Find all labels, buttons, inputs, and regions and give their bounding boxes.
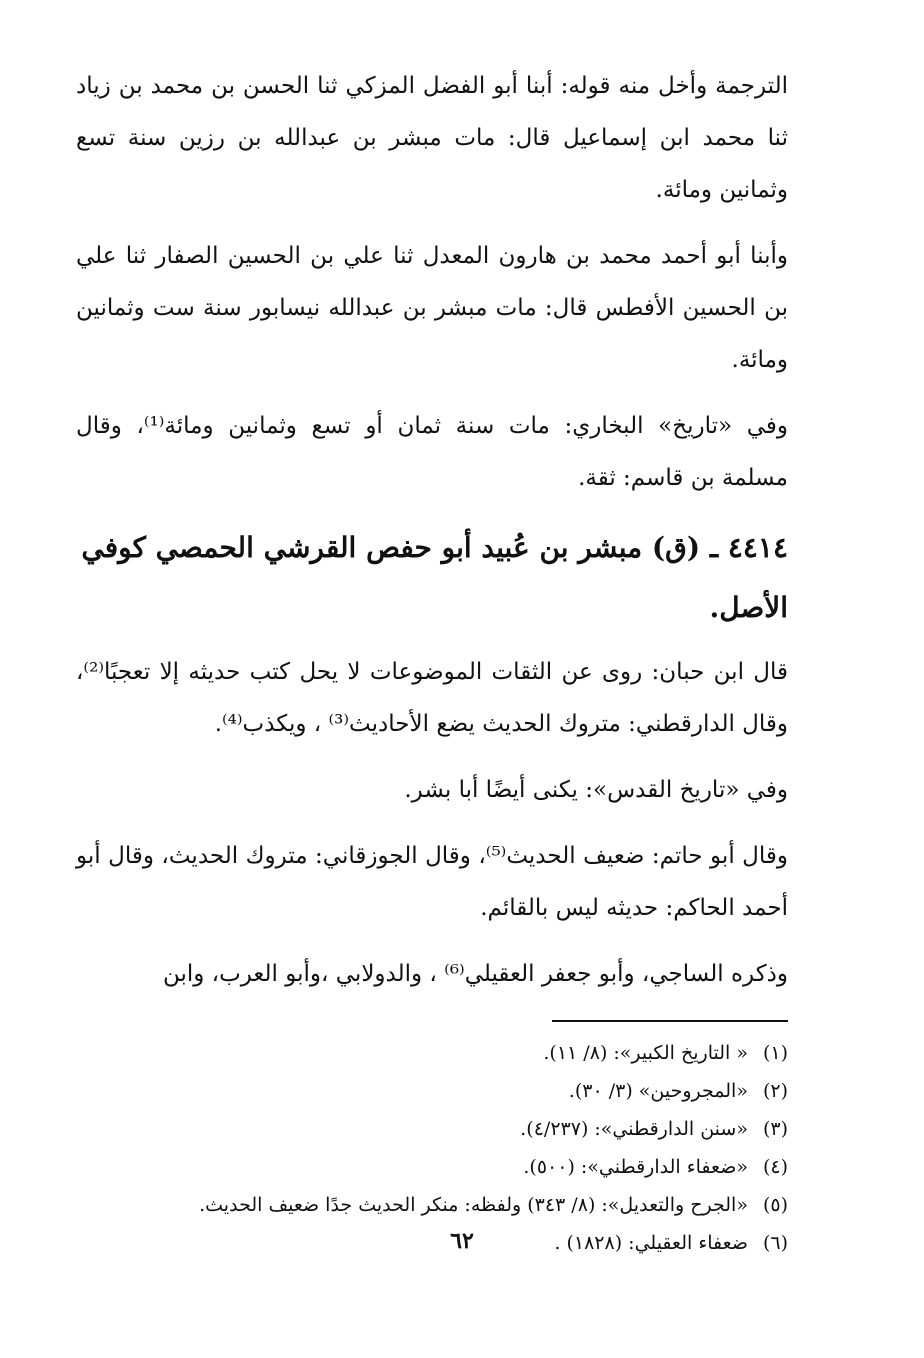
entry-heading: ٤٤١٤ ـ (ق) مبشر بن عُبيد أبو حفص القرشي الحمصي كوفي الأصل. xyxy=(81,531,788,624)
footnote-text: « التاريخ الكبير»: (٨/ ١١). xyxy=(543,1042,748,1064)
paragraph: وقال أبو حاتم: ضعيف الحديث⁽⁵⁾، وقال الجوزقاني: متروك الحديث، وقال أبو أحمد الحاكم: حديثه ليس بالقائم. xyxy=(76,843,789,921)
paragraph: قال ابن حبان: روى عن الثقات الموضوعات لا يحل كتب حديثه إلا تعجبًا⁽²⁾، وقال الدارقطني: متروك الحديث يضع الأحاديث⁽³⁾ ، ويكذب⁽⁴⁾. xyxy=(76,659,788,737)
footnote xyxy=(76,1072,788,1110)
paragraph: الترجمة وأخل منه قوله: أبنا أبو الفضل المزكي ثنا الحسن بن محمد بن زياد ثنا محمد ابن إسماعيل قال: مات مبشر بن عبدالله بن رزين سنة تسع وثمانين ومائة. xyxy=(76,73,788,203)
footnote-number: (٥) xyxy=(762,1194,788,1216)
footnote-number: (٤) xyxy=(762,1156,788,1178)
footnote xyxy=(76,1148,788,1186)
footnote-text: «سنن الدارقطني»: (٤/٢٣٧). xyxy=(520,1118,748,1140)
paragraph: وفي «تاريخ القدس»: يكنى أيضًا أبا بشر. xyxy=(404,777,788,803)
footnote-text: «المجروحين» (٣/ ٣٠). xyxy=(568,1080,748,1102)
footnote xyxy=(76,1034,788,1072)
paragraph: وأبنا أبو أحمد محمد بن هارون المعدل ثنا علي بن الحسين الصفار ثنا علي بن الحسين الأفطس قال: مات مبشر بن عبدالله نيسابور سنة ست وثمانين ومائة. xyxy=(76,243,788,373)
footnote xyxy=(76,1186,788,1224)
paragraph: وذكره الساجي، وأبو جعفر العقيلي⁽⁶⁾ ، والدولابي ،وأبو العرب، وابن xyxy=(162,961,788,987)
footnote-text: ضعفاء العقيلي: (١٨٢٨) . xyxy=(554,1232,748,1254)
footnote-number: (٢) xyxy=(762,1080,788,1102)
paragraph: وفي «تاريخ» البخاري: مات سنة ثمان أو تسع وثمانين ومائة⁽¹⁾، وقال مسلمة بن قاسم: ثقة. xyxy=(76,413,788,491)
footnote-text: «الجرح والتعديل»: (٨/ ٣٤٣) ولفظه: منكر الحديث جدًا ضعيف الحديث. xyxy=(199,1194,748,1216)
footnote-number: (٦) xyxy=(762,1232,788,1254)
footnote-text: «ضعفاء الدارقطني»: (٥٠٠). xyxy=(523,1156,748,1178)
footnote-number: (١) xyxy=(762,1042,788,1064)
footnote xyxy=(76,1110,788,1148)
page-number: ٦٢ xyxy=(450,1228,474,1254)
footnote-divider xyxy=(552,1020,788,1022)
footnote-number: (٣) xyxy=(762,1118,788,1140)
